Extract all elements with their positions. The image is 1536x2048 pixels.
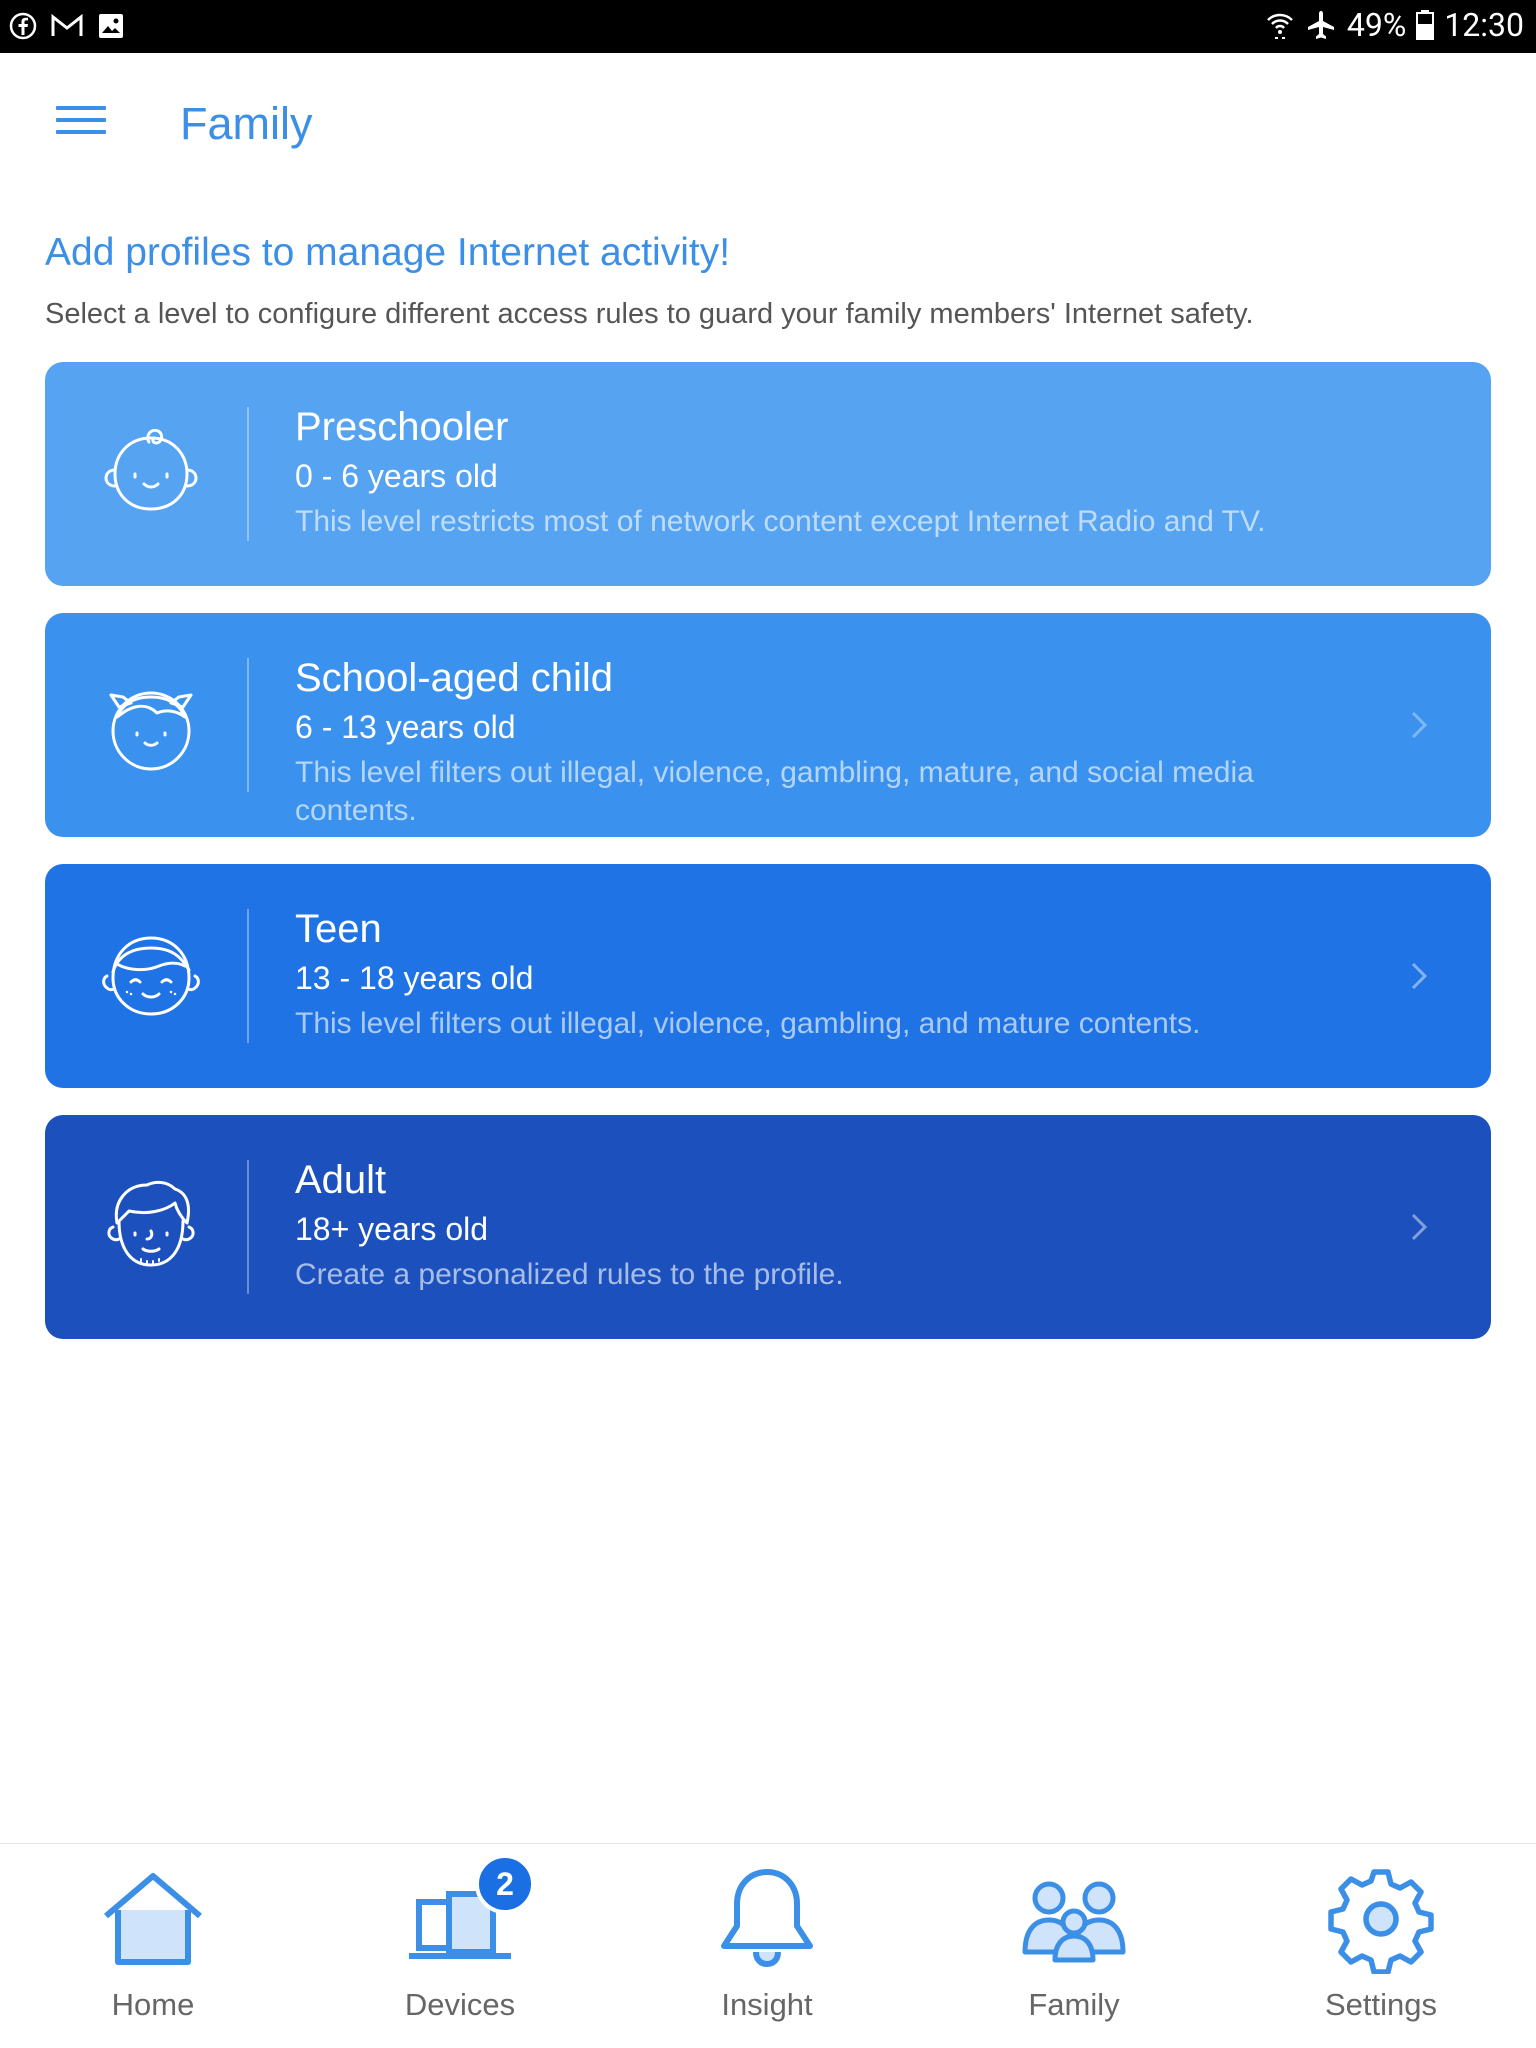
devices-badge: 2 [475, 1854, 535, 1914]
profile-title: School-aged child [295, 656, 613, 700]
nav-devices[interactable] [360, 1844, 560, 2048]
bottom-navigation [0, 1843, 1536, 2048]
card-divider [247, 407, 249, 541]
gallery-icon [96, 11, 126, 41]
child-face-icon [95, 669, 207, 781]
profile-card-teen[interactable] [45, 864, 1491, 1088]
notification-icons [8, 11, 126, 41]
profile-age: 6 - 13 years old [295, 709, 516, 745]
profile-title: Preschooler [295, 405, 509, 449]
family-icon [1019, 1864, 1129, 1974]
nav-label: Home [111, 1987, 195, 2022]
profile-age: 18+ years old [295, 1211, 489, 1247]
nav-settings[interactable] [1281, 1844, 1481, 2048]
page-title: Family [180, 98, 313, 149]
chevron-right-icon [1407, 707, 1431, 743]
intro-headline: Add profiles to manage Internet activity! [45, 231, 731, 274]
card-divider [247, 658, 249, 792]
profile-description: This level filters out illegal, violence, gambling, mature, and social media contents. [295, 756, 1254, 828]
profile-title: Teen [295, 907, 382, 951]
nav-label: Insight [721, 1987, 813, 2022]
profile-age: 13 - 18 years old [295, 960, 534, 996]
adult-face-icon [95, 1171, 207, 1283]
facebook-icon [8, 11, 38, 41]
profile-age: 0 - 6 years old [295, 458, 498, 494]
nav-home[interactable] [53, 1844, 253, 2048]
profile-card-preschooler[interactable] [45, 362, 1491, 586]
intro-subline: Select a level to configure different access rules to guard your family members' Internet safety. [45, 298, 1254, 330]
profile-card-adult[interactable] [45, 1115, 1491, 1339]
profile-description: This level restricts most of network content except Internet Radio and TV. [295, 505, 1266, 538]
teen-face-icon [95, 920, 207, 1032]
baby-face-icon [95, 418, 207, 530]
battery-percent: 49% [1346, 6, 1407, 44]
profile-description: This level filters out illegal, violence, gambling, and mature contents. [295, 1007, 1201, 1040]
profile-title: Adult [295, 1158, 387, 1202]
home-icon [98, 1864, 208, 1974]
nav-family[interactable] [974, 1844, 1174, 2048]
chevron-right-icon [1407, 1209, 1431, 1245]
profile-card-school-aged-child[interactable] [45, 613, 1491, 837]
chevron-right-icon [1407, 958, 1431, 994]
system-indicators [1265, 6, 1524, 44]
hamburger-menu-icon[interactable] [56, 106, 106, 146]
nav-label: Settings [1324, 1987, 1437, 2022]
gmail-icon [50, 12, 84, 40]
status-bar [0, 0, 1536, 53]
clock: 12:30 [1444, 6, 1524, 44]
airplane-icon [1305, 9, 1337, 41]
wifi-icon [1265, 9, 1295, 41]
card-divider [247, 1160, 249, 1294]
nav-label: Family [1028, 1987, 1120, 2022]
battery-icon [1416, 10, 1434, 40]
nav-label: Devices [404, 1987, 516, 2022]
bell-icon [712, 1864, 822, 1974]
nav-insight[interactable] [667, 1844, 867, 2048]
gear-icon [1326, 1864, 1436, 1974]
profile-description: Create a personalized rules to the profile. [295, 1258, 844, 1291]
card-divider [247, 909, 249, 1043]
